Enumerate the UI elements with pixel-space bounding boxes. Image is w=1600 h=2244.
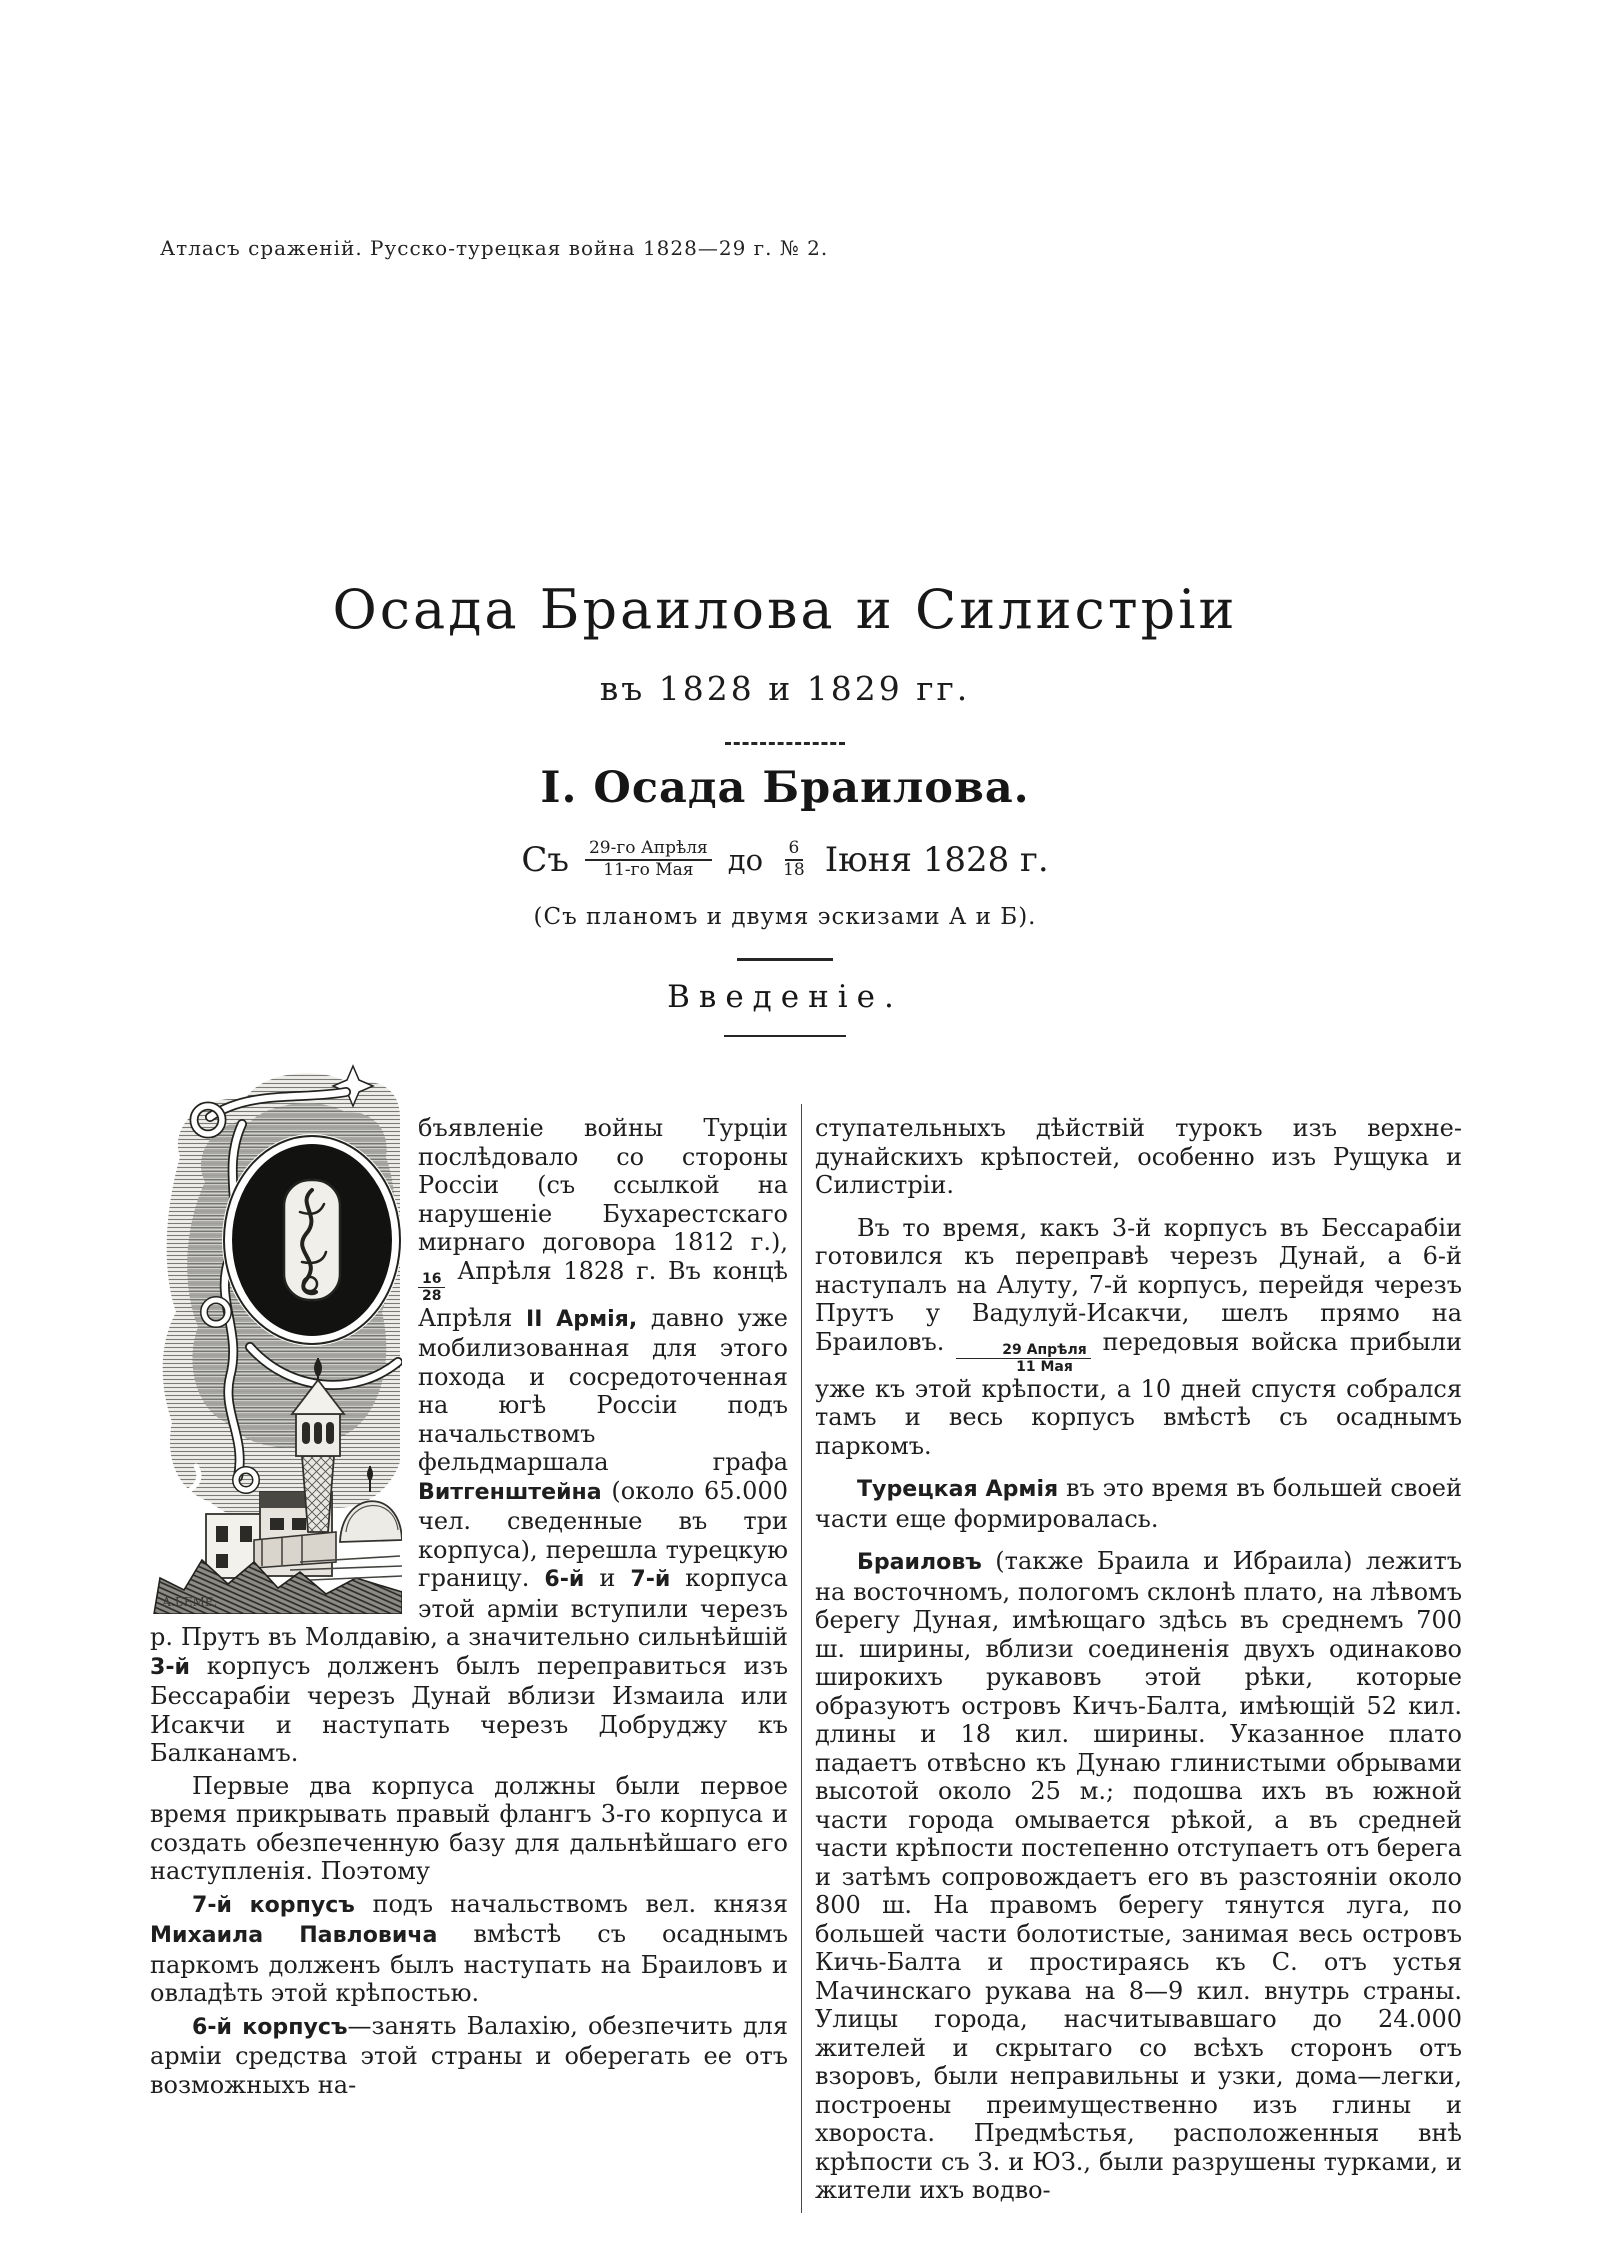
decorative-initial-illustration <box>150 1062 402 1614</box>
paragraph: ступательныхъ дѣйствій турокъ изъ верхне-дунайскихъ крѣпостей, особенно изъ Рущука и Силистріи. <box>815 1114 1462 1199</box>
plans-note: (Съ планомъ и двумя эскизами А и Б). <box>533 904 1037 931</box>
bold-term: Витгенштейна <box>418 1479 602 1505</box>
bold-term: II Армія, <box>526 1306 638 1332</box>
date-fraction-from: $\frac{\text{29-го Апрѣля}}{\text{11-го Мая}}$ <box>585 839 712 880</box>
paragraph: Браиловъ (также Браила и Ибраила) лежитъ на восточномъ, пологомъ склонѣ плато, на лѣвомъ берегу Дуная, имѣющаго здѣсь въ среднемъ 700 ш. ширины, вблизи соединенія двухъ одинаково широкихъ рукавовъ этой рѣки, которые образуютъ островъ Кичъ-Балта, имѣющій 52 кил. длины и 18 кил. ширины. Указанное плато падаетъ отвѣсно къ Дунаю глинистыми обрывами высотой около 25 м.; подошва ихъ въ южной части города омывается рѣкой, а въ средней части крѣпости постепенно отступаетъ отъ берега и затѣмъ сопровождаетъ его въ разстояніи около 800 ш. На правомъ берегу тянутся луга, по большей части болотистые, занимая весь островъ Кичь-Балта и простираясь къ С. отъ устья Мачинскаго рукава на 8—9 кил. внутрь страны. Улицы города, насчитывавшаго до 24.000 жителей и скрытаго со всѣхъ сторонъ отъ взоровъ, были неправильны и узки, дома—легки, построены преимущественно изъ глины и хвороста. Предмѣстья, расположенныя внѣ крѣпости съ З. и ЮЗ., были разрушены турками, и жители ихъ водво- <box>815 1547 1462 2205</box>
initial-letter-o <box>222 1134 402 1346</box>
heading-block <box>150 580 1420 1037</box>
bold-term: 7-й корпусъ <box>192 1892 355 1918</box>
date-fraction: $\frac{16}{28}$ <box>418 1271 445 1304</box>
bold-term: 6-й корпусъ <box>192 2014 348 2040</box>
bold-term: 6-й <box>544 1567 585 1593</box>
bold-term: 3-й <box>150 1654 190 1680</box>
bold-term: Турецкая Армія <box>857 1477 1059 1503</box>
paragraph: Въ то время, какъ 3-й корпусъ въ Бессарабіи готовился къ переправѣ черезъ Дунай, а 6-й наступалъ на Алуту, 7-й корпусъ, перейдя черезъ Прутъ у Вадулуй-Исакчи, шелъ прямо на Браиловъ. $\frac{\text{29 Апрѣля}}{\text{11 Мая}}$ передовыя войска прибыли уже къ этой крѣпости, а 10 дней спустя собрался тамъ и весь корпусъ вмѣстѣ съ осаднымъ паркомъ. <box>815 1213 1462 1460</box>
chapter-heading: Введеніе. <box>667 979 903 1016</box>
bold-term: Михаила Павловича <box>150 1923 438 1949</box>
running-head: Атласъ сраженій. Русско-турецкая война 1828—29 г. № 2. <box>160 236 829 260</box>
bold-term: 7-й <box>630 1567 671 1593</box>
section-title: I. Осада Браилова. <box>540 763 1030 814</box>
page-title: Осада Браилова и Силистріи <box>332 578 1238 641</box>
date-fraction-to: $\frac{6}{18}$ <box>783 838 805 880</box>
paragraph: Турецкая Армія въ это время въ большей своей части еще формировалась. <box>815 1474 1462 1533</box>
paragraph: 7-й корпусъ подъ начальствомъ вел. князя Михаила Павловича вмѣстѣ съ осаднымъ паркомъ долженъ былъ наступать на Браиловъ и овладѣть этой крѣпостью. <box>150 1889 789 2008</box>
paragraph: 6-й корпусъ—занять Валахію, обезпечить для арміи средства этой страны и оберегать ее отъ возможныхъ на- <box>150 2011 788 2099</box>
left-column <box>150 1062 788 2219</box>
paragraph: Первые два корпуса должны были первое время прикрывать правый флангъ 3-го корпуса и создать обезпеченную базу для дальнѣйшаго его наступленія. Поэтому <box>150 1771 788 1886</box>
text-columns <box>150 1062 1462 2219</box>
date-suffix: Іюня 1828 г. <box>824 839 1049 880</box>
date-fraction: $\frac{\text{29 Апрѣля}}{\text{11 Мая}}$ <box>956 1342 1090 1375</box>
paragraph: бъявленіе войны Турціи послѣдовало со стороны Россіи (съ ссылкой на нарушеніе Бухарестскаго мирнаго договора 1812 г.), $\frac{16}{28}$ Апрѣля 1828 г. Въ концѣ Апрѣля II Армія, давно уже мобилизованная для этого похода и сосредоточенная на югѣ Россіи подъ начальствомъ фельдмаршала графа Витгенштейна (около 65.000 чел. сведенные въ три корпуса), перешла турецкую границу. 6-й и 7-й корпуса этой арміи вступили черезъ р. Прутъ въ Молдавію, а значительно сильнѣйшій 3-й корпусъ долженъ былъ переправиться изъ Бессарабіи черезъ Дунай вблизи Измаила или Исакчи и наступать черезъ Добруджу къ Балканамъ. <box>150 1114 789 1768</box>
divider <box>737 958 833 961</box>
divider <box>725 742 845 745</box>
date-prefix: Съ <box>521 839 569 880</box>
right-column <box>815 1062 1462 2219</box>
bold-term: Браиловъ <box>857 1550 982 1576</box>
date-middle: до <box>727 842 764 877</box>
column-divider <box>801 1104 802 2213</box>
page-subtitle: въ 1828 и 1829 гг. <box>599 669 971 709</box>
date-line <box>150 839 1420 880</box>
engraver-signature: А.БЕМЕ. <box>162 1595 218 1609</box>
divider <box>724 1035 846 1037</box>
